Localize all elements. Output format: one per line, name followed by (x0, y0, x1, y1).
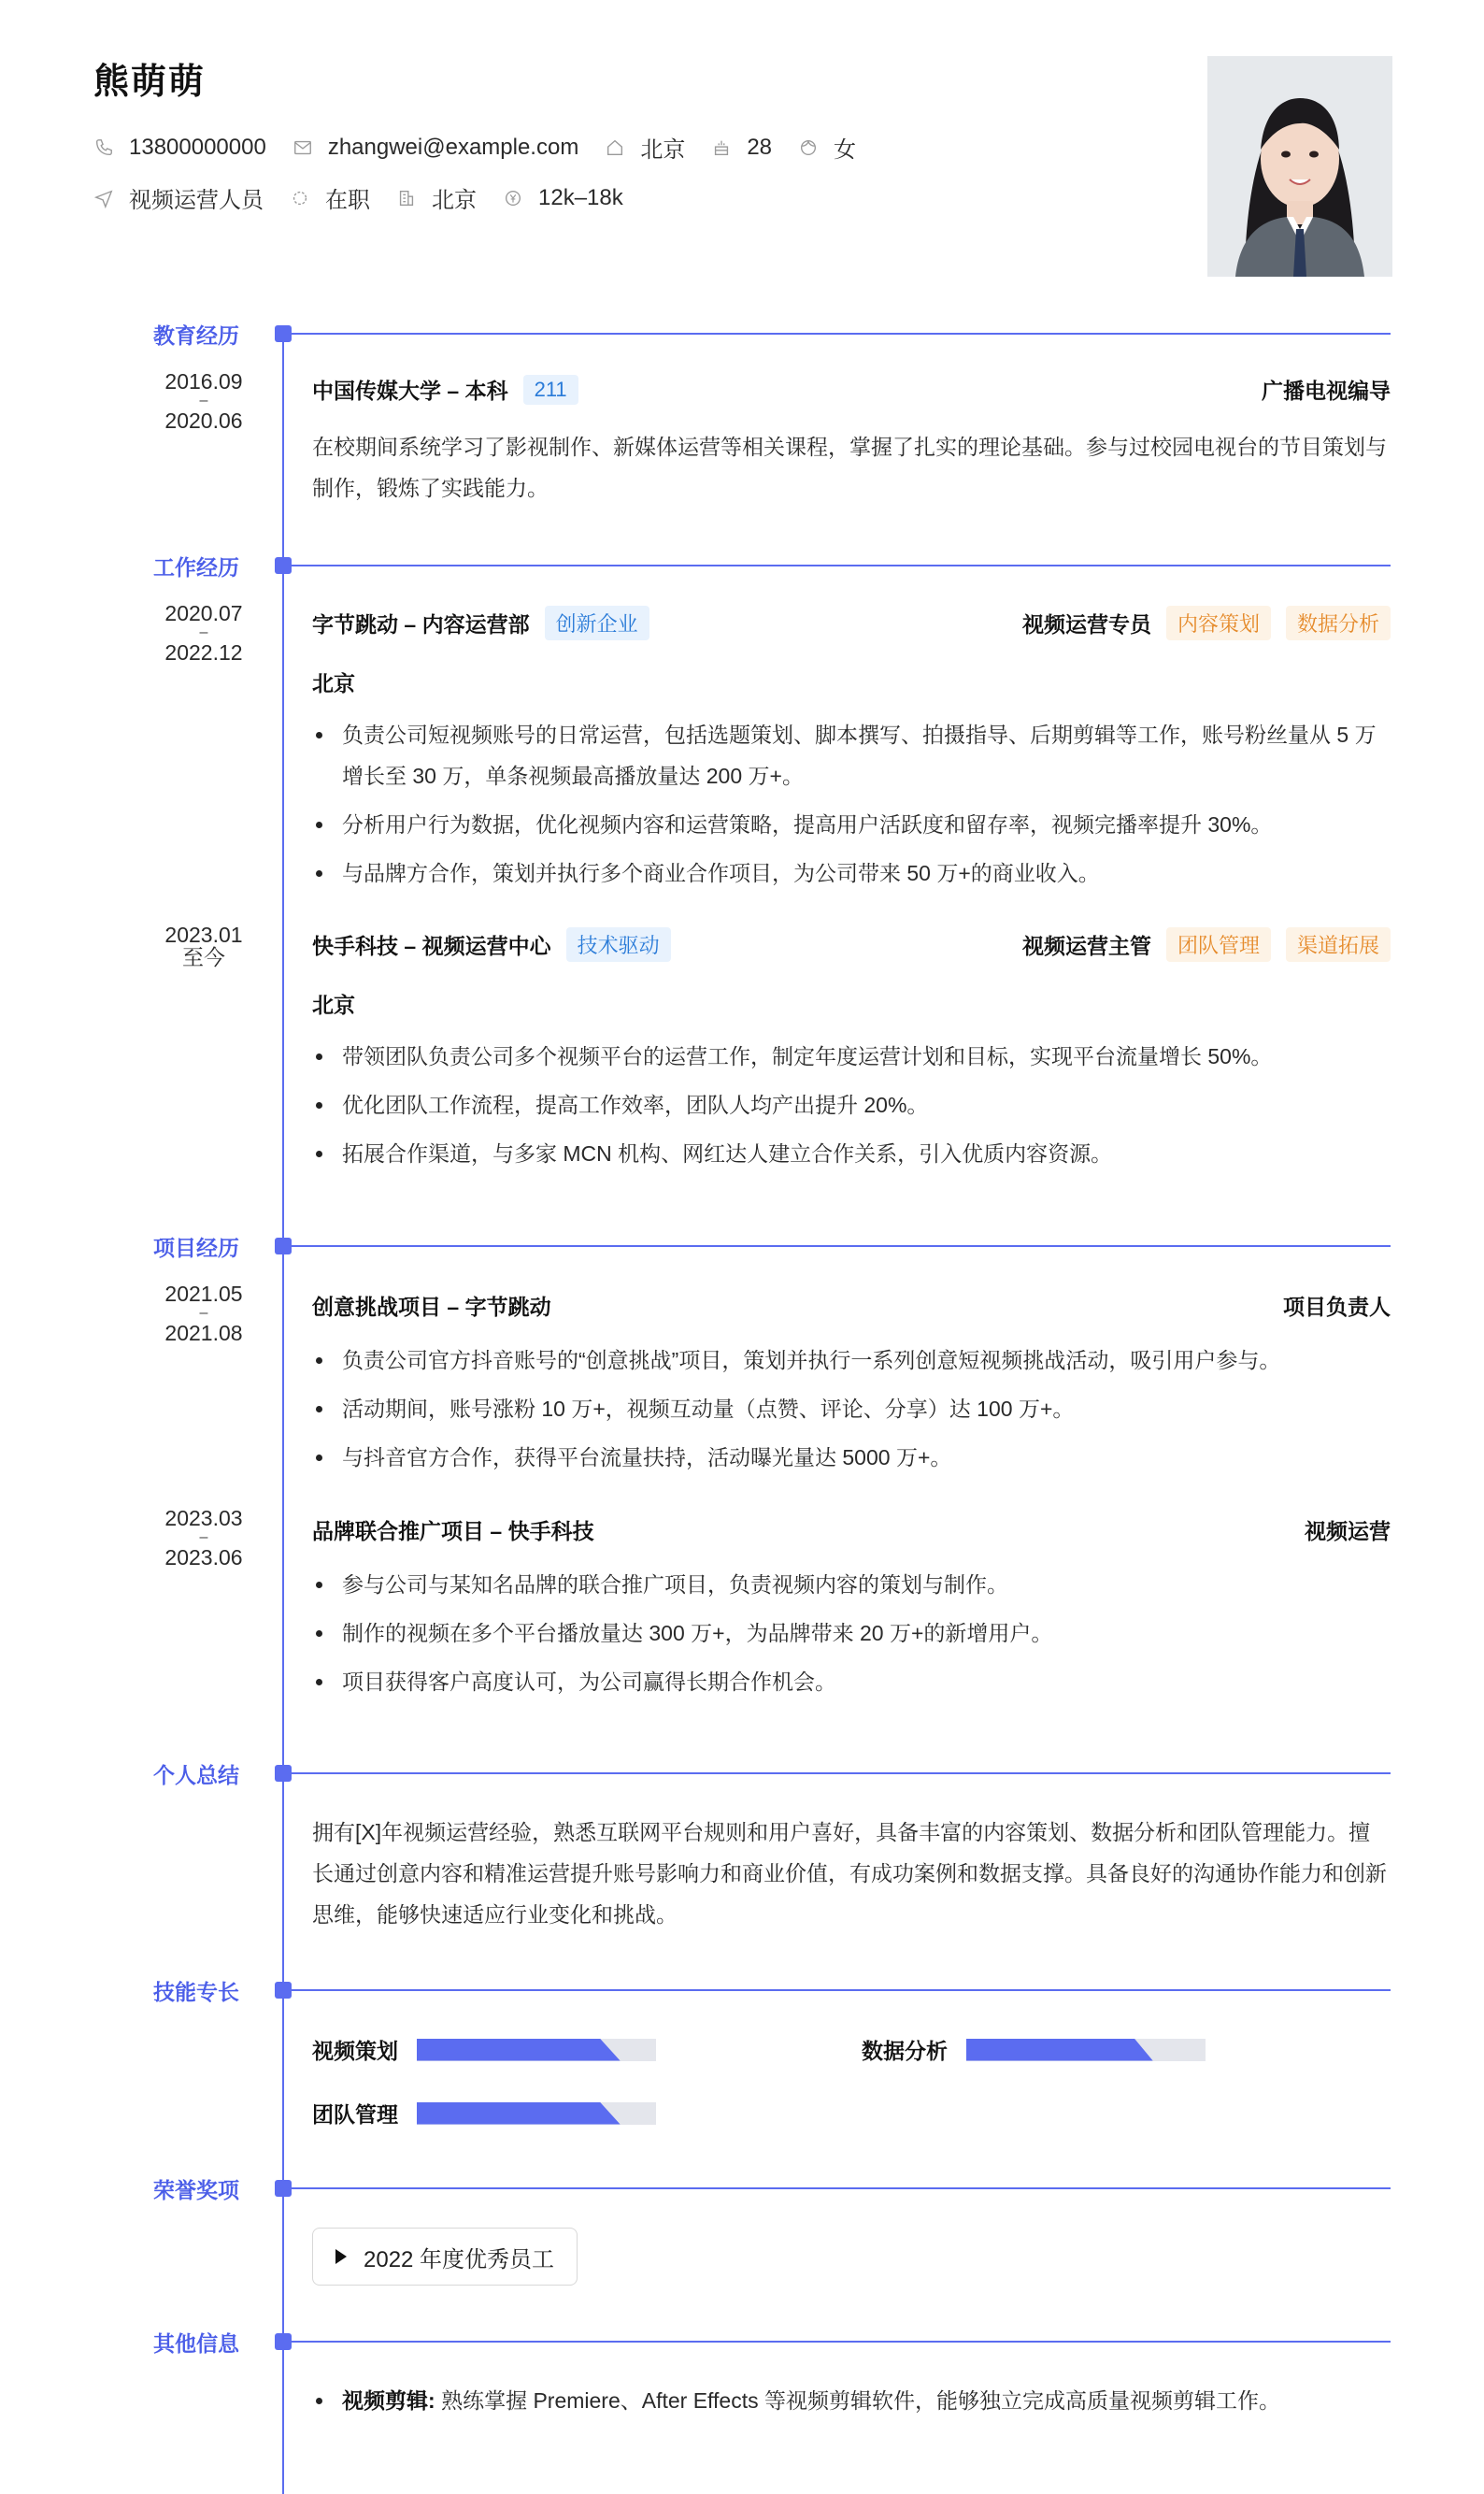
list-item: 负责公司短视频账号的日常运营，包括选题策划、脚本撰写、拍摄指导、后期剪辑等工作，账号粉丝量从 5 万增长至 30 万，单条视频最高播放量达 200 万+。 (312, 714, 1391, 796)
company-name: 快手科技 – 视频运营中心 (312, 934, 551, 958)
candidate-name: 熊萌萌 (93, 63, 207, 102)
section-divider (292, 2187, 1391, 2189)
city-value: 北京 (640, 137, 686, 163)
list-item: 负责公司官方抖音账号的“创意挑战”项目，策划并执行一系列创意短视频挑战活动，吸引用户参与。 (312, 1340, 1391, 1381)
home-icon (605, 137, 625, 158)
skill-bar-fill (417, 2102, 621, 2125)
job-tag: 渠道拓展 (1286, 927, 1391, 962)
coin-icon (503, 188, 523, 208)
other-text: 熟练掌握 Premiere、After Effects 等视频剪辑软件，能够独立完成高质量视频剪辑工作。 (441, 2388, 1280, 2413)
salary-item (503, 185, 623, 211)
cake-icon (711, 137, 732, 158)
work-bullets (312, 714, 1391, 901)
skill-bar (966, 2039, 1206, 2061)
status-icon (290, 188, 310, 208)
project-head (312, 1290, 1391, 1321)
job-target-value: 视频运营人员 (129, 188, 264, 213)
job-intent-row (93, 181, 649, 214)
list-item: 带领团队负责公司多个视频平台的运营工作，制定年度运营计划和目标，实现平台流量增长 50%。 (312, 1036, 1391, 1077)
phone-value: 13800000000 (129, 134, 266, 160)
resume-header (93, 52, 1392, 277)
section-title-honors: 荣誉奖项 (153, 2178, 239, 2202)
list-item: 优化团队工作流程，提高工作效率，团队人均产出提升 20%。 (312, 1084, 1391, 1125)
target-city-item (396, 181, 477, 214)
project-head (312, 1514, 1391, 1545)
section-marker (275, 2333, 292, 2350)
project-name: 创意挑战项目 – 字节跳动 (312, 1295, 551, 1319)
play-icon (335, 2249, 347, 2264)
company-name: 字节跳动 – 内容运营部 (312, 612, 530, 637)
section-marker (275, 325, 292, 342)
target-city-value: 北京 (432, 188, 477, 213)
job-tag: 团队管理 (1166, 927, 1271, 962)
section-marker (275, 1982, 292, 1999)
job-title: 视频运营专员 (1021, 612, 1151, 637)
phone-item (93, 135, 266, 161)
section-title-education: 教育经历 (153, 323, 239, 348)
skill-bar-fill (417, 2039, 621, 2061)
work-bullets (312, 1036, 1391, 1182)
project-bullets (312, 1564, 1391, 1710)
face-icon (798, 137, 819, 158)
project-bullets (312, 1340, 1391, 1485)
send-icon (93, 188, 114, 208)
skill-item (862, 2034, 1206, 2065)
email-value: zhangwei@example.com (327, 134, 579, 160)
education-description: 在校期间系统学习了影视制作、新媒体运营等相关课程，掌握了扎实的理论基础。参与过校园电视台的节目策划与制作，锻炼了实践能力。 (312, 435, 1387, 500)
project-name: 品牌联合推广项目 – 快手科技 (312, 1519, 594, 1543)
age-item (711, 135, 772, 161)
skill-bar (417, 2102, 656, 2125)
list-item: 活动期间，账号涨粉 10 万+，视频互动量（点赞、评论、分享）达 100 万+。 (312, 1388, 1391, 1429)
section-divider (292, 565, 1391, 566)
other-info-list (312, 2380, 1391, 2421)
job-tag: 内容策划 (1166, 606, 1271, 640)
section-divider (292, 333, 1391, 335)
job-tag: 数据分析 (1286, 606, 1391, 640)
list-item: 参与公司与某知名品牌的联合推广项目，负责视频内容的策划与制作。 (312, 1564, 1391, 1605)
project-role: 项目负责人 (1283, 1295, 1391, 1319)
mail-icon (293, 137, 313, 158)
work-date: 2023.01 至今 (164, 923, 243, 969)
project-role: 视频运营 (1305, 1519, 1391, 1543)
section-divider (292, 1772, 1391, 1774)
list-item: 分析用户行为数据，优化视频内容和运营策略，提高用户活跃度和留存率，视频完播率提升 30%。 (312, 804, 1391, 845)
gender-value: 女 (834, 137, 857, 163)
status-value: 在职 (325, 188, 370, 213)
section-marker (275, 557, 292, 574)
salary-value: 12k–18k (538, 184, 623, 210)
email-item (293, 135, 579, 161)
skill-item (312, 2098, 656, 2128)
age-value: 28 (747, 134, 773, 160)
skill-name: 数据分析 (862, 2039, 948, 2063)
section-title-skills: 技能专长 (153, 1980, 239, 2004)
award-name: 2022 年度优秀员工 (364, 2246, 555, 2272)
section-divider (292, 1245, 1391, 1247)
award-badge (312, 2228, 578, 2286)
skill-name: 团队管理 (312, 2102, 398, 2127)
company-tag: 技术驱动 (566, 927, 671, 962)
list-item: 制作的视频在多个平台播放量达 300 万+，为品牌带来 20 万+的新增用户。 (312, 1612, 1391, 1654)
education-date: 2016.09 – 2020.06 (164, 369, 243, 433)
section-marker (275, 1765, 292, 1782)
list-item (312, 2380, 1391, 2421)
job-title: 视频运营主管 (1021, 934, 1151, 958)
job-target-item (93, 181, 264, 214)
contact-row (93, 131, 882, 164)
major-name: 广播电视编导 (1262, 379, 1391, 403)
work-head (312, 606, 1391, 640)
project-date: 2023.03 – 2023.06 (164, 1506, 243, 1570)
education-head (312, 374, 1391, 405)
phone-icon (93, 137, 114, 158)
project-date: 2021.05 – 2021.08 (164, 1282, 243, 1345)
status-item (290, 181, 370, 214)
school-tag: 211 (523, 375, 578, 405)
building-icon (396, 188, 417, 208)
section-title-projects: 项目经历 (153, 1236, 239, 1260)
list-item: 与抖音官方合作，获得平台流量扶持，活动曝光量达 5000 万+。 (312, 1437, 1391, 1478)
section-divider (292, 1989, 1391, 1991)
skill-bar-fill (966, 2039, 1153, 2061)
skill-item (312, 2034, 656, 2065)
skill-name: 视频策划 (312, 2039, 398, 2063)
work-date: 2020.07 – 2022.12 (164, 601, 243, 665)
skill-bar (417, 2039, 656, 2061)
city-item (605, 131, 685, 164)
list-item: 拓展合作渠道，与多家 MCN 机构、网红达人建立合作关系，引入优质内容资源。 (312, 1133, 1391, 1174)
work-location: 北京 (312, 671, 355, 695)
timeline-line (282, 333, 284, 2494)
section-title-work: 工作经历 (153, 555, 239, 580)
other-label: 视频剪辑: (342, 2388, 435, 2413)
work-head (312, 927, 1391, 962)
section-title-other: 其他信息 (153, 2331, 239, 2356)
profile-photo (1207, 56, 1392, 277)
section-divider (292, 2341, 1391, 2343)
summary-text: 拥有[X]年视频运营经验，熟悉互联网平台规则和用户喜好，具备丰富的内容策划、数据分析和团队管理能力。擅长通过创意内容和精准运营提升账号影响力和商业价值，有成功案例和数据支撑。具备良好的沟通协作能力和创新思维，能够快速适应行业变化和挑战。 (312, 1820, 1387, 1927)
company-tag: 创新企业 (545, 606, 649, 640)
section-marker (275, 1238, 292, 1254)
list-item: 项目获得客户高度认可，为公司赢得长期合作机会。 (312, 1661, 1391, 1702)
school-name: 中国传媒大学 – 本科 (312, 379, 508, 403)
list-item: 与品牌方合作，策划并执行多个商业合作项目，为公司带来 50 万+的商业收入。 (312, 853, 1391, 894)
section-title-summary: 个人总结 (153, 1763, 239, 1787)
work-location: 北京 (312, 993, 355, 1017)
gender-item (798, 131, 856, 164)
section-marker (275, 2180, 292, 2197)
